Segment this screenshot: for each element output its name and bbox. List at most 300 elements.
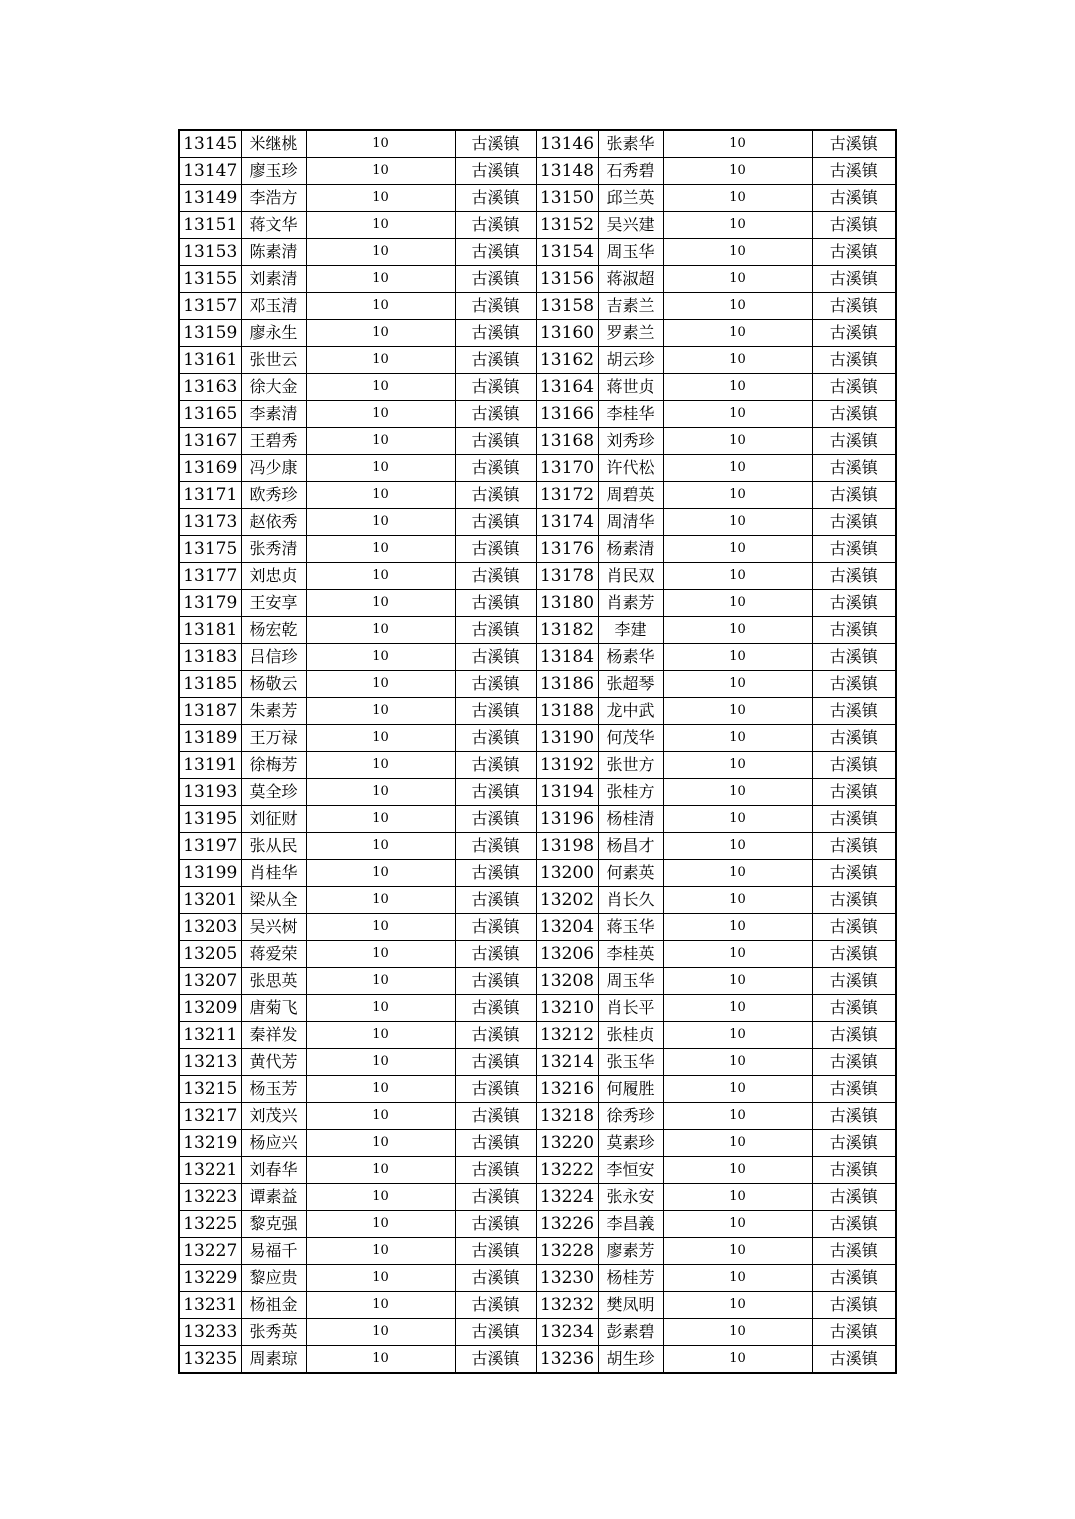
left-record-id-cell: 13203 [179,914,241,941]
right-record-id-cell: 13228 [536,1238,598,1265]
left-record-id-cell: 13171 [179,482,241,509]
left-town-name-cell: 古溪镇 [455,779,536,806]
right-person-name-cell: 徐秀珍 [598,1103,663,1130]
left-record-id-cell: 13155 [179,266,241,293]
left-person-name-cell: 王万禄 [241,725,306,752]
left-town-name-cell: 古溪镇 [455,1103,536,1130]
table-row [179,1184,896,1211]
right-amount-value-cell: 10 [663,725,812,752]
right-amount-value-cell: 10 [663,347,812,374]
right-amount-value-cell: 10 [663,1238,812,1265]
right-person-name-cell: 许代松 [598,455,663,482]
right-record-id-cell: 13224 [536,1184,598,1211]
left-amount-value-cell: 10 [306,1238,455,1265]
right-amount-value-cell: 10 [663,671,812,698]
left-amount-value-cell: 10 [306,1049,455,1076]
left-amount-value-cell: 10 [306,860,455,887]
right-person-name-cell: 张超琴 [598,671,663,698]
left-town-name-cell: 古溪镇 [455,1157,536,1184]
table-row [179,833,896,860]
right-person-name-cell: 肖长久 [598,887,663,914]
left-person-name-cell: 唐菊飞 [241,995,306,1022]
right-town-name-cell: 古溪镇 [812,158,896,185]
table-row [179,293,896,320]
left-town-name-cell: 古溪镇 [455,968,536,995]
left-record-id-cell: 13163 [179,374,241,401]
left-amount-value-cell: 10 [306,752,455,779]
table-row [179,887,896,914]
right-record-id-cell: 13182 [536,617,598,644]
table-row [179,1157,896,1184]
right-amount-value-cell: 10 [663,806,812,833]
right-amount-value-cell: 10 [663,1130,812,1157]
table-row [179,158,896,185]
right-amount-value-cell: 10 [663,860,812,887]
left-person-name-cell: 欧秀珍 [241,482,306,509]
right-town-name-cell: 古溪镇 [812,266,896,293]
right-town-name-cell: 古溪镇 [812,806,896,833]
right-amount-value-cell: 10 [663,941,812,968]
right-person-name-cell: 李建 [598,617,663,644]
right-person-name-cell: 刘秀珍 [598,428,663,455]
left-person-name-cell: 蒋文华 [241,212,306,239]
left-amount-value-cell: 10 [306,1211,455,1238]
right-town-name-cell: 古溪镇 [812,1076,896,1103]
left-amount-value-cell: 10 [306,671,455,698]
right-town-name-cell: 古溪镇 [812,752,896,779]
left-amount-value-cell: 10 [306,1103,455,1130]
left-record-id-cell: 13153 [179,239,241,266]
right-amount-value-cell: 10 [663,239,812,266]
right-record-id-cell: 13192 [536,752,598,779]
right-record-id-cell: 13232 [536,1292,598,1319]
left-person-name-cell: 赵依秀 [241,509,306,536]
left-amount-value-cell: 10 [306,455,455,482]
table-row [179,1130,896,1157]
right-amount-value-cell: 10 [663,914,812,941]
right-person-name-cell: 杨桂芳 [598,1265,663,1292]
table-row [179,1292,896,1319]
right-town-name-cell: 古溪镇 [812,968,896,995]
left-town-name-cell: 古溪镇 [455,995,536,1022]
left-town-name-cell: 古溪镇 [455,698,536,725]
right-town-name-cell: 古溪镇 [812,887,896,914]
right-amount-value-cell: 10 [663,995,812,1022]
right-town-name-cell: 古溪镇 [812,833,896,860]
right-record-id-cell: 13210 [536,995,598,1022]
right-person-name-cell: 石秀碧 [598,158,663,185]
left-record-id-cell: 13195 [179,806,241,833]
left-amount-value-cell: 10 [306,1076,455,1103]
table-row [179,455,896,482]
left-town-name-cell: 古溪镇 [455,347,536,374]
left-record-id-cell: 13173 [179,509,241,536]
table-row [179,563,896,590]
left-person-name-cell: 徐梅芳 [241,752,306,779]
right-town-name-cell: 古溪镇 [812,428,896,455]
left-person-name-cell: 刘素清 [241,266,306,293]
right-amount-value-cell: 10 [663,158,812,185]
left-amount-value-cell: 10 [306,293,455,320]
left-person-name-cell: 梁从全 [241,887,306,914]
left-person-name-cell: 张秀清 [241,536,306,563]
left-record-id-cell: 13169 [179,455,241,482]
right-person-name-cell: 张玉华 [598,1049,663,1076]
right-person-name-cell: 胡云珍 [598,347,663,374]
right-amount-value-cell: 10 [663,1049,812,1076]
right-town-name-cell: 古溪镇 [812,1211,896,1238]
right-town-name-cell: 古溪镇 [812,130,896,158]
right-amount-value-cell: 10 [663,887,812,914]
left-town-name-cell: 古溪镇 [455,671,536,698]
left-person-name-cell: 周素琼 [241,1346,306,1374]
left-person-name-cell: 廖永生 [241,320,306,347]
right-record-id-cell: 13212 [536,1022,598,1049]
left-person-name-cell: 杨玉芳 [241,1076,306,1103]
left-amount-value-cell: 10 [306,887,455,914]
table-row [179,185,896,212]
left-record-id-cell: 13211 [179,1022,241,1049]
left-amount-value-cell: 10 [306,158,455,185]
left-record-id-cell: 13181 [179,617,241,644]
left-record-id-cell: 13191 [179,752,241,779]
right-person-name-cell: 杨桂清 [598,806,663,833]
right-person-name-cell: 蒋淑超 [598,266,663,293]
right-record-id-cell: 13150 [536,185,598,212]
table-row [179,428,896,455]
left-amount-value-cell: 10 [306,320,455,347]
right-town-name-cell: 古溪镇 [812,239,896,266]
right-record-id-cell: 13146 [536,130,598,158]
left-person-name-cell: 蒋爱荣 [241,941,306,968]
left-person-name-cell: 李浩方 [241,185,306,212]
left-person-name-cell: 李素清 [241,401,306,428]
right-amount-value-cell: 10 [663,455,812,482]
left-amount-value-cell: 10 [306,698,455,725]
right-town-name-cell: 古溪镇 [812,374,896,401]
right-amount-value-cell: 10 [663,1292,812,1319]
table-row [179,698,896,725]
right-amount-value-cell: 10 [663,563,812,590]
left-person-name-cell: 徐大金 [241,374,306,401]
table-row [179,1022,896,1049]
left-town-name-cell: 古溪镇 [455,266,536,293]
right-record-id-cell: 13168 [536,428,598,455]
left-person-name-cell: 莫全珍 [241,779,306,806]
left-record-id-cell: 13205 [179,941,241,968]
left-amount-value-cell: 10 [306,968,455,995]
left-person-name-cell: 张秀英 [241,1319,306,1346]
left-record-id-cell: 13179 [179,590,241,617]
right-amount-value-cell: 10 [663,617,812,644]
left-person-name-cell: 黎应贵 [241,1265,306,1292]
table-row [179,509,896,536]
right-record-id-cell: 13154 [536,239,598,266]
right-record-id-cell: 13220 [536,1130,598,1157]
left-town-name-cell: 古溪镇 [455,941,536,968]
table-row [179,617,896,644]
right-person-name-cell: 周玉华 [598,968,663,995]
left-person-name-cell: 杨敬云 [241,671,306,698]
right-town-name-cell: 古溪镇 [812,482,896,509]
right-amount-value-cell: 10 [663,698,812,725]
right-amount-value-cell: 10 [663,833,812,860]
table-row [179,1103,896,1130]
table-row [179,1238,896,1265]
table-row [179,374,896,401]
right-record-id-cell: 13164 [536,374,598,401]
right-person-name-cell: 张素华 [598,130,663,158]
right-person-name-cell: 张世方 [598,752,663,779]
right-person-name-cell: 莫素珍 [598,1130,663,1157]
table-row [179,1049,896,1076]
left-person-name-cell: 王安享 [241,590,306,617]
right-amount-value-cell: 10 [663,1184,812,1211]
left-amount-value-cell: 10 [306,833,455,860]
right-amount-value-cell: 10 [663,536,812,563]
left-town-name-cell: 古溪镇 [455,428,536,455]
right-record-id-cell: 13172 [536,482,598,509]
left-amount-value-cell: 10 [306,1184,455,1211]
right-record-id-cell: 13198 [536,833,598,860]
left-record-id-cell: 13183 [179,644,241,671]
left-record-id-cell: 13167 [179,428,241,455]
right-town-name-cell: 古溪镇 [812,455,896,482]
right-record-id-cell: 13236 [536,1346,598,1374]
left-person-name-cell: 黎克强 [241,1211,306,1238]
right-record-id-cell: 13186 [536,671,598,698]
right-amount-value-cell: 10 [663,752,812,779]
table-row [179,1319,896,1346]
roster-body [179,130,896,1373]
right-person-name-cell: 彭素碧 [598,1319,663,1346]
right-record-id-cell: 13176 [536,536,598,563]
right-amount-value-cell: 10 [663,374,812,401]
right-town-name-cell: 古溪镇 [812,725,896,752]
right-person-name-cell: 何素英 [598,860,663,887]
right-amount-value-cell: 10 [663,1211,812,1238]
left-town-name-cell: 古溪镇 [455,482,536,509]
table-row [179,239,896,266]
right-record-id-cell: 13222 [536,1157,598,1184]
right-town-name-cell: 古溪镇 [812,617,896,644]
left-record-id-cell: 13175 [179,536,241,563]
right-town-name-cell: 古溪镇 [812,509,896,536]
left-record-id-cell: 13201 [179,887,241,914]
left-record-id-cell: 13227 [179,1238,241,1265]
table-row [179,1346,896,1374]
left-person-name-cell: 易福千 [241,1238,306,1265]
right-record-id-cell: 13216 [536,1076,598,1103]
right-record-id-cell: 13152 [536,212,598,239]
left-town-name-cell: 古溪镇 [455,293,536,320]
right-town-name-cell: 古溪镇 [812,1184,896,1211]
left-person-name-cell: 刘忠贞 [241,563,306,590]
left-amount-value-cell: 10 [306,806,455,833]
right-amount-value-cell: 10 [663,1157,812,1184]
right-amount-value-cell: 10 [663,1076,812,1103]
right-town-name-cell: 古溪镇 [812,212,896,239]
left-person-name-cell: 王碧秀 [241,428,306,455]
left-person-name-cell: 吴兴树 [241,914,306,941]
right-amount-value-cell: 10 [663,212,812,239]
left-town-name-cell: 古溪镇 [455,1211,536,1238]
left-amount-value-cell: 10 [306,482,455,509]
left-amount-value-cell: 10 [306,617,455,644]
right-town-name-cell: 古溪镇 [812,1130,896,1157]
left-record-id-cell: 13157 [179,293,241,320]
right-person-name-cell: 何茂华 [598,725,663,752]
left-record-id-cell: 13219 [179,1130,241,1157]
left-record-id-cell: 13177 [179,563,241,590]
left-town-name-cell: 古溪镇 [455,536,536,563]
table-row [179,860,896,887]
left-person-name-cell: 张思英 [241,968,306,995]
right-record-id-cell: 13190 [536,725,598,752]
right-town-name-cell: 古溪镇 [812,779,896,806]
right-town-name-cell: 古溪镇 [812,1103,896,1130]
right-town-name-cell: 古溪镇 [812,914,896,941]
left-town-name-cell: 古溪镇 [455,1076,536,1103]
right-amount-value-cell: 10 [663,185,812,212]
right-town-name-cell: 古溪镇 [812,1238,896,1265]
left-record-id-cell: 13207 [179,968,241,995]
left-town-name-cell: 古溪镇 [455,617,536,644]
left-person-name-cell: 杨宏乾 [241,617,306,644]
left-record-id-cell: 13209 [179,995,241,1022]
left-town-name-cell: 古溪镇 [455,509,536,536]
left-amount-value-cell: 10 [306,347,455,374]
left-town-name-cell: 古溪镇 [455,1319,536,1346]
right-amount-value-cell: 10 [663,1022,812,1049]
table-row [179,347,896,374]
right-person-name-cell: 张永安 [598,1184,663,1211]
left-amount-value-cell: 10 [306,1346,455,1374]
right-town-name-cell: 古溪镇 [812,347,896,374]
right-town-name-cell: 古溪镇 [812,563,896,590]
left-amount-value-cell: 10 [306,1319,455,1346]
right-record-id-cell: 13166 [536,401,598,428]
left-record-id-cell: 13187 [179,698,241,725]
right-record-id-cell: 13208 [536,968,598,995]
right-record-id-cell: 13160 [536,320,598,347]
table-row [179,536,896,563]
left-town-name-cell: 古溪镇 [455,914,536,941]
left-town-name-cell: 古溪镇 [455,644,536,671]
left-town-name-cell: 古溪镇 [455,1184,536,1211]
left-amount-value-cell: 10 [306,428,455,455]
right-town-name-cell: 古溪镇 [812,320,896,347]
left-amount-value-cell: 10 [306,563,455,590]
left-amount-value-cell: 10 [306,1130,455,1157]
left-record-id-cell: 13151 [179,212,241,239]
right-person-name-cell: 杨素清 [598,536,663,563]
left-record-id-cell: 13189 [179,725,241,752]
left-person-name-cell: 杨祖金 [241,1292,306,1319]
right-person-name-cell: 蒋世贞 [598,374,663,401]
left-town-name-cell: 古溪镇 [455,752,536,779]
table-row [179,212,896,239]
left-record-id-cell: 13161 [179,347,241,374]
right-town-name-cell: 古溪镇 [812,1265,896,1292]
right-person-name-cell: 蒋玉华 [598,914,663,941]
right-record-id-cell: 13162 [536,347,598,374]
right-amount-value-cell: 10 [663,590,812,617]
right-person-name-cell: 肖长平 [598,995,663,1022]
right-person-name-cell: 张桂方 [598,779,663,806]
left-person-name-cell: 刘征财 [241,806,306,833]
left-amount-value-cell: 10 [306,374,455,401]
left-town-name-cell: 古溪镇 [455,130,536,158]
left-amount-value-cell: 10 [306,401,455,428]
left-amount-value-cell: 10 [306,644,455,671]
right-amount-value-cell: 10 [663,320,812,347]
right-town-name-cell: 古溪镇 [812,1319,896,1346]
right-town-name-cell: 古溪镇 [812,941,896,968]
left-person-name-cell: 刘茂兴 [241,1103,306,1130]
left-amount-value-cell: 10 [306,725,455,752]
left-town-name-cell: 古溪镇 [455,455,536,482]
left-town-name-cell: 古溪镇 [455,401,536,428]
left-amount-value-cell: 10 [306,185,455,212]
right-amount-value-cell: 10 [663,779,812,806]
right-person-name-cell: 张桂贞 [598,1022,663,1049]
right-amount-value-cell: 10 [663,266,812,293]
left-amount-value-cell: 10 [306,239,455,266]
table-row [179,130,896,158]
table-row [179,482,896,509]
left-person-name-cell: 黄代芳 [241,1049,306,1076]
left-record-id-cell: 13149 [179,185,241,212]
right-town-name-cell: 古溪镇 [812,860,896,887]
right-amount-value-cell: 10 [663,293,812,320]
right-record-id-cell: 13194 [536,779,598,806]
right-town-name-cell: 古溪镇 [812,1346,896,1374]
left-record-id-cell: 13217 [179,1103,241,1130]
left-town-name-cell: 古溪镇 [455,212,536,239]
right-person-name-cell: 肖民双 [598,563,663,590]
left-record-id-cell: 13225 [179,1211,241,1238]
right-person-name-cell: 李桂英 [598,941,663,968]
left-person-name-cell: 朱素芳 [241,698,306,725]
right-town-name-cell: 古溪镇 [812,1292,896,1319]
right-person-name-cell: 何履胜 [598,1076,663,1103]
left-town-name-cell: 古溪镇 [455,1238,536,1265]
left-person-name-cell: 吕信珍 [241,644,306,671]
left-record-id-cell: 13197 [179,833,241,860]
left-town-name-cell: 古溪镇 [455,1022,536,1049]
right-town-name-cell: 古溪镇 [812,536,896,563]
left-amount-value-cell: 10 [306,266,455,293]
right-town-name-cell: 古溪镇 [812,1157,896,1184]
left-record-id-cell: 13235 [179,1346,241,1374]
left-town-name-cell: 古溪镇 [455,806,536,833]
left-town-name-cell: 古溪镇 [455,1292,536,1319]
right-amount-value-cell: 10 [663,644,812,671]
right-record-id-cell: 13202 [536,887,598,914]
left-person-name-cell: 廖玉珍 [241,158,306,185]
right-record-id-cell: 13180 [536,590,598,617]
right-person-name-cell: 李桂华 [598,401,663,428]
right-record-id-cell: 13214 [536,1049,598,1076]
table-row [179,752,896,779]
left-person-name-cell: 杨应兴 [241,1130,306,1157]
right-record-id-cell: 13204 [536,914,598,941]
right-record-id-cell: 13178 [536,563,598,590]
right-person-name-cell: 罗素兰 [598,320,663,347]
right-person-name-cell: 李恒安 [598,1157,663,1184]
left-town-name-cell: 古溪镇 [455,1346,536,1374]
